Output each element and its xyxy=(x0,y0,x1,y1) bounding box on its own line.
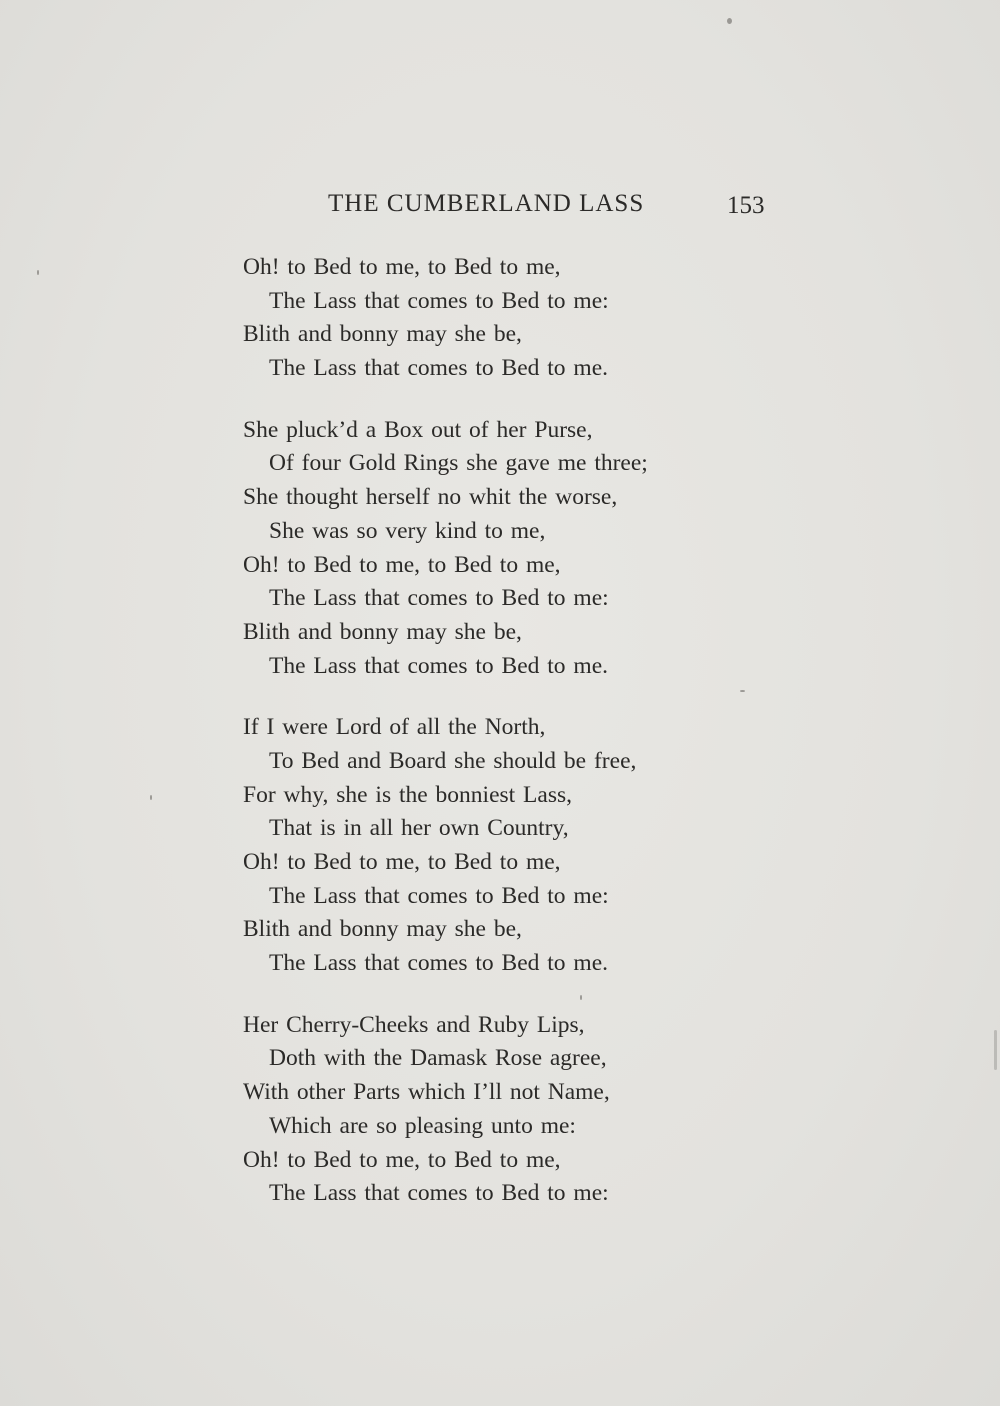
paper-speck xyxy=(727,18,732,24)
poem-line: Doth with the Damask Rose agree, xyxy=(269,1045,607,1072)
stanza-1 xyxy=(243,251,803,386)
poem-line: Blith and bonny may she be, xyxy=(243,916,522,943)
poem-line: Oh! to Bed to me, to Bed to me, xyxy=(243,254,561,280)
poem-line: The Lass that comes to Bed to me. xyxy=(269,355,609,382)
paper-speck xyxy=(580,995,582,1000)
poem-line: She thought herself no whit the worse, xyxy=(243,484,618,511)
poem-line: She was so very kind to me, xyxy=(269,517,546,544)
poem-line: She pluck’d a Box out of her Purse, xyxy=(243,416,593,443)
poem-line: The Lass that comes to Bed to me: xyxy=(269,882,609,909)
paper-speck xyxy=(37,270,39,275)
poem-line: Oh! to Bed to me, to Bed to me, xyxy=(243,849,561,875)
poem-line: Which are so pleasing unto me: xyxy=(269,1112,576,1139)
poem-line: Oh! to Bed to me, to Bed to me, xyxy=(243,551,561,578)
poem-line: If I were Lord of all the North, xyxy=(243,714,546,741)
paper-speck xyxy=(150,795,152,800)
stanza-2 xyxy=(243,414,803,684)
poem-line: The Lass that comes to Bed to me. xyxy=(269,652,609,679)
poem-line: The Lass that comes to Bed to me: xyxy=(269,287,609,314)
paper-speck xyxy=(994,1030,997,1070)
poem-line: Oh! to Bed to me, to Bed to me, xyxy=(243,1146,561,1173)
poem-line: The Lass that comes to Bed to me: xyxy=(269,585,609,612)
poem-line: That is in all her own Country, xyxy=(269,815,569,842)
poem-line: Blith and bonny may she be, xyxy=(243,618,522,645)
running-head xyxy=(0,190,1000,224)
stanza-3 xyxy=(243,711,803,981)
poem-line: Of four Gold Rings she gave me three; xyxy=(269,450,648,477)
poem-line: To Bed and Board she should be free, xyxy=(269,747,637,774)
poem-line: The Lass that comes to Bed to me: xyxy=(269,1180,609,1207)
poem-line: With other Parts which I’ll not Name, xyxy=(243,1079,610,1106)
poem-line: Her Cherry-Cheeks and Ruby Lips, xyxy=(243,1011,585,1038)
poem-line: For why, she is the bonniest Lass, xyxy=(243,781,573,808)
page-number: 153 xyxy=(727,192,765,219)
poem-line: The Lass that comes to Bed to me. xyxy=(269,950,609,977)
stanza-4 xyxy=(243,1009,803,1211)
poem xyxy=(243,251,803,1239)
poem-line: Blith and bonny may she be, xyxy=(243,321,522,348)
running-title: THE CUMBERLAND LASS xyxy=(328,190,645,217)
paper-speck xyxy=(740,690,745,692)
